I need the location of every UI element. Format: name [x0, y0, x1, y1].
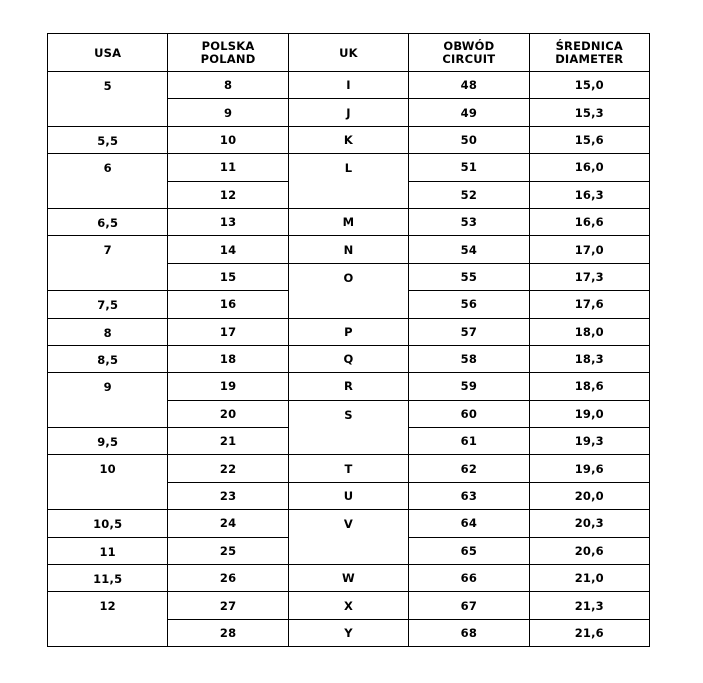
cell-diameter: 17,6: [529, 291, 649, 318]
table-header-row: [48, 34, 650, 72]
cell-usa: 10: [48, 455, 168, 510]
table-row: [48, 126, 650, 153]
cell-diameter: 16,0: [529, 154, 649, 181]
cell-diameter: 18,3: [529, 345, 649, 372]
cell-circuit: 68: [409, 619, 529, 646]
cell-uk: J: [288, 99, 408, 126]
cell-usa: 9: [48, 373, 168, 428]
header-circuit-label: CIRCUIT: [442, 52, 496, 66]
cell-diameter: 18,0: [529, 318, 649, 345]
cell-circuit: 60: [409, 400, 529, 427]
cell-uk: L: [288, 154, 408, 209]
cell-usa: 5: [48, 72, 168, 127]
cell-circuit: 57: [409, 318, 529, 345]
cell-usa: 11,5: [48, 565, 168, 592]
header-diameter-label: ŚREDNICA: [555, 39, 623, 53]
cell-uk: V: [288, 510, 408, 565]
cell-diameter: 19,3: [529, 428, 649, 455]
cell-diameter: 15,0: [529, 72, 649, 99]
table-row: [48, 72, 650, 99]
cell-uk: K: [288, 126, 408, 153]
cell-poland: 21: [168, 428, 288, 455]
table-row: [48, 510, 650, 537]
header-uk: [288, 34, 408, 72]
cell-circuit: 58: [409, 345, 529, 372]
cell-circuit: 64: [409, 510, 529, 537]
cell-circuit: 62: [409, 455, 529, 482]
cell-usa: 8: [48, 318, 168, 345]
cell-diameter: 19,0: [529, 400, 649, 427]
cell-poland: 28: [168, 619, 288, 646]
cell-diameter: 16,3: [529, 181, 649, 208]
cell-uk: R: [288, 373, 408, 400]
cell-poland: 9: [168, 99, 288, 126]
cell-uk: S: [288, 400, 408, 455]
table-row: [48, 592, 650, 619]
cell-usa: 5,5: [48, 126, 168, 153]
header-usa-label: USA: [94, 45, 122, 60]
cell-poland: 12: [168, 181, 288, 208]
cell-diameter: 19,6: [529, 455, 649, 482]
table-row: [48, 373, 650, 400]
header-uk-label: UK: [339, 45, 358, 60]
cell-poland: 19: [168, 373, 288, 400]
cell-circuit: 54: [409, 236, 529, 263]
cell-circuit: 50: [409, 126, 529, 153]
cell-poland: 23: [168, 482, 288, 509]
cell-circuit: 53: [409, 208, 529, 235]
cell-poland: 13: [168, 208, 288, 235]
cell-circuit: 49: [409, 99, 529, 126]
cell-uk: M: [288, 208, 408, 235]
table-row: [48, 345, 650, 372]
cell-circuit: 67: [409, 592, 529, 619]
cell-uk: N: [288, 236, 408, 263]
cell-poland: 27: [168, 592, 288, 619]
cell-poland: 11: [168, 154, 288, 181]
cell-uk: Y: [288, 619, 408, 646]
cell-circuit: 55: [409, 263, 529, 290]
cell-circuit: 56: [409, 291, 529, 318]
header-circuit: [409, 34, 529, 72]
cell-diameter: 20,6: [529, 537, 649, 564]
cell-diameter: 17,0: [529, 236, 649, 263]
header-poland: [168, 34, 288, 72]
cell-poland: 10: [168, 126, 288, 153]
cell-circuit: 61: [409, 428, 529, 455]
cell-uk: O: [288, 263, 408, 318]
cell-uk: W: [288, 565, 408, 592]
cell-uk: I: [288, 72, 408, 99]
table-row: [48, 208, 650, 235]
cell-usa: 7,5: [48, 291, 168, 318]
cell-uk: Q: [288, 345, 408, 372]
header-poland-label: POLSKA: [201, 39, 255, 53]
cell-usa: 8,5: [48, 345, 168, 372]
cell-poland: 24: [168, 510, 288, 537]
cell-poland: 16: [168, 291, 288, 318]
cell-diameter: 21,0: [529, 565, 649, 592]
cell-uk: T: [288, 455, 408, 482]
cell-usa: 10,5: [48, 510, 168, 537]
cell-diameter: 15,6: [529, 126, 649, 153]
cell-poland: 18: [168, 345, 288, 372]
ring-size-table: [47, 33, 650, 647]
cell-diameter: 20,3: [529, 510, 649, 537]
cell-usa: 12: [48, 592, 168, 647]
header-usa: [48, 34, 168, 72]
table-row: [48, 565, 650, 592]
table-body: [48, 72, 650, 647]
cell-usa: 11: [48, 537, 168, 564]
header-diameter-label: DIAMETER: [555, 52, 624, 66]
cell-poland: 8: [168, 72, 288, 99]
cell-poland: 20: [168, 400, 288, 427]
cell-diameter: 21,3: [529, 592, 649, 619]
table-row: [48, 236, 650, 263]
cell-diameter: 17,3: [529, 263, 649, 290]
header-diameter: [529, 34, 649, 72]
cell-poland: 22: [168, 455, 288, 482]
cell-poland: 26: [168, 565, 288, 592]
table-row: [48, 154, 650, 181]
header-circuit-label: OBWÓD: [443, 39, 495, 53]
cell-circuit: 48: [409, 72, 529, 99]
cell-circuit: 59: [409, 373, 529, 400]
cell-usa: 6: [48, 154, 168, 209]
cell-circuit: 65: [409, 537, 529, 564]
cell-circuit: 52: [409, 181, 529, 208]
cell-diameter: 20,0: [529, 482, 649, 509]
cell-diameter: 18,6: [529, 373, 649, 400]
cell-poland: 15: [168, 263, 288, 290]
header-poland-label: POLAND: [200, 52, 256, 66]
cell-uk: U: [288, 482, 408, 509]
cell-circuit: 51: [409, 154, 529, 181]
cell-circuit: 66: [409, 565, 529, 592]
cell-poland: 17: [168, 318, 288, 345]
table-row: [48, 318, 650, 345]
cell-diameter: 21,6: [529, 619, 649, 646]
cell-circuit: 63: [409, 482, 529, 509]
cell-diameter: 16,6: [529, 208, 649, 235]
cell-usa: 6,5: [48, 208, 168, 235]
table-row: [48, 455, 650, 482]
cell-uk: P: [288, 318, 408, 345]
cell-poland: 14: [168, 236, 288, 263]
cell-usa: 7: [48, 236, 168, 291]
cell-diameter: 15,3: [529, 99, 649, 126]
cell-usa: 9,5: [48, 428, 168, 455]
cell-poland: 25: [168, 537, 288, 564]
cell-uk: X: [288, 592, 408, 619]
